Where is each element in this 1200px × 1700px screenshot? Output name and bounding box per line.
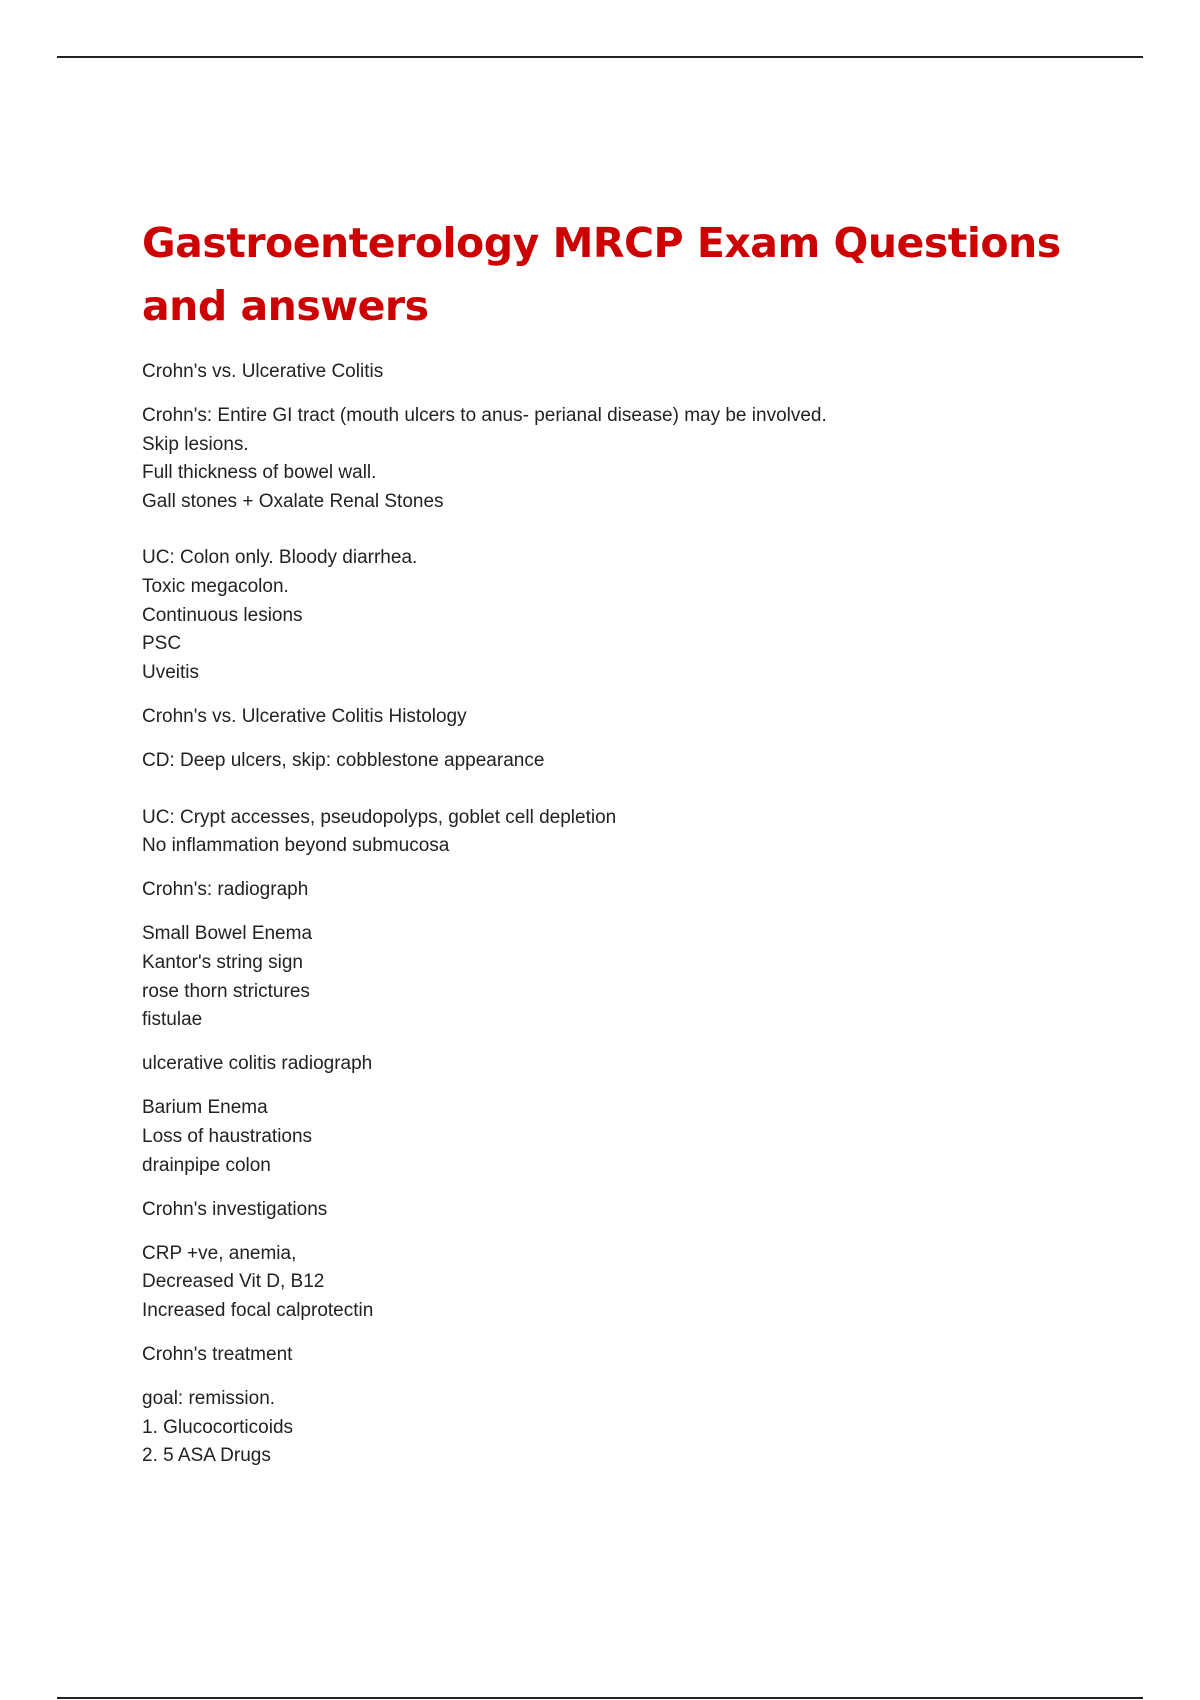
answer-line: UC: Crypt accesses, pseudopolyps, goblet cell depletion [142, 806, 617, 828]
footer-rule [57, 1697, 1143, 1699]
answer-line: Continuous lesions [142, 604, 303, 626]
answer-line: Decreased Vit D, B12 [142, 1271, 325, 1293]
answer [142, 1240, 1102, 1326]
answer-line: drainpipe colon [142, 1154, 271, 1176]
answer-line: Toxic megacolon. [142, 576, 289, 598]
answer-line: Crohn's: Entire GI tract (mouth ulcers to anus- perianal disease) may be involved. [142, 405, 827, 427]
answer-line: Gall stones + Oxalate Renal Stones [142, 490, 444, 512]
question: Crohn's treatment [142, 1344, 293, 1366]
answer-line: CD: Deep ulcers, skip: cobblestone appearance [142, 750, 545, 772]
answer [142, 1094, 1102, 1180]
answer-line: Loss of haustrations [142, 1125, 313, 1147]
answer-line: rose thorn strictures [142, 980, 310, 1002]
document-body [142, 212, 1102, 1486]
paragraph-gap [142, 516, 1102, 544]
answer-line: Kantor's string sign [142, 952, 303, 973]
answer-line: Uveitis [142, 661, 200, 683]
qa-list [142, 358, 1102, 1471]
question: Crohn's vs. Ulcerative Colitis Histology [142, 705, 467, 727]
answer [142, 920, 1102, 1034]
answer [142, 1385, 1102, 1471]
paragraph-gap [142, 776, 1102, 804]
answer-line: 1. Glucocorticoids [142, 1416, 294, 1438]
question: Crohn's vs. Ulcerative Colitis [142, 361, 384, 382]
answer-line: UC: Colon only. Bloody diarrhea. [142, 547, 418, 569]
answer-line: No inflammation beyond submucosa [142, 835, 450, 857]
answer-line: fistulae [142, 1009, 203, 1031]
answer-line: Full thickness of bowel wall. [142, 462, 377, 484]
question: Crohn's: radiograph [142, 879, 309, 901]
answer-line: Barium Enema [142, 1097, 268, 1119]
answer [142, 402, 1102, 687]
answer-line: CRP +ve, anemia, [142, 1242, 297, 1264]
question: ulcerative colitis radiograph [142, 1053, 373, 1075]
question: Crohn's investigations [142, 1198, 328, 1220]
header-rule [57, 56, 1143, 58]
answer-line: goal: remission. [142, 1388, 276, 1410]
answer-line: Skip lesions. [142, 433, 249, 455]
answer-line: PSC [142, 633, 182, 655]
answer-line: Small Bowel Enema [142, 923, 313, 945]
answer [142, 747, 1102, 861]
answer-line: 2. 5 ASA Drugs [142, 1445, 271, 1467]
document-title: Gastroenterology MRCP Exam Questions and answers [142, 219, 1061, 330]
answer-line: Increased focal calprotectin [142, 1299, 374, 1321]
